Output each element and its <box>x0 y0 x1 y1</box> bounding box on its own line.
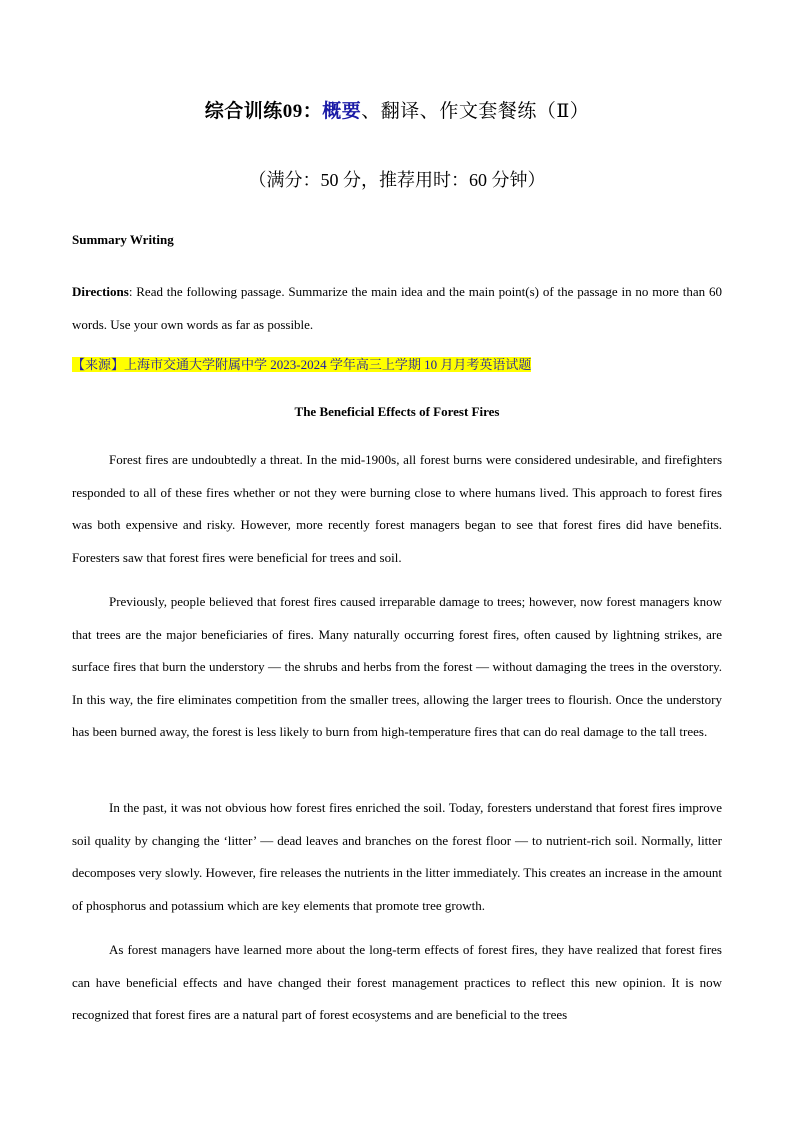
passage-paragraph: As forest managers have learned more about the long-term effects of forest fires, they have realized that forest fires can have beneficial effects and have changed their forest management practices to reflect this new opinion. It is now recognized that forest fires are a natural part of forest ecosystems and are beneficial to the trees <box>72 942 722 1022</box>
passage-title: The Beneficial Effects of Forest Fires <box>294 404 500 419</box>
title-prefix: 综合训练09： <box>204 101 323 122</box>
directions-text: : Read the following passage. Summarize the main idea and the main point(s) of the passage in no more than 60 words. Use your own words as far as possible. <box>72 284 722 332</box>
directions-block <box>72 276 722 341</box>
title-part-set: 套餐练 <box>478 101 537 122</box>
title-separator: 、 <box>419 101 440 122</box>
page-subtitle: （满分：50 分，推荐用时：60 分钟） <box>248 170 546 190</box>
section-heading: Summary Writing <box>72 232 174 247</box>
passage-paragraph: Previously, people believed that forest fires caused irreparable damage to trees; however, now forest managers know that trees are the major beneficiaries of fires. Many naturally occurring forest fires, often caused by lightning strikes, are surface fires that burn the understory — the shrubs and herbs from the forest — without damaging the trees in the overstory. In this way, the fire eliminates competition from the smaller trees, allowing the larger trees to flourish. Once the understory has been burned away, the forest is less likely to burn from high-temperature fires that can do real damage to the tall trees. <box>72 594 722 739</box>
source-note <box>72 354 531 373</box>
title-part-composition: 作文 <box>439 101 479 122</box>
title-part-translation: 翻译 <box>380 101 420 122</box>
directions-label: Directions <box>72 284 129 299</box>
page-title <box>0 96 794 123</box>
title-part-summary: 概要 <box>322 101 362 122</box>
passage-paragraph: In the past, it was not obvious how forest fires enriched the soil. Today, foresters understand that forest fires improve soil quality by changing the ‘litter’ — dead leaves and branches on the forest floor — to nutrient-rich soil. Normally, litter decomposes very slowly. However, fire releases the nutrients in the litter immediately. This creates an increase in the amount of phosphorus and potassium which are key elements that promote tree growth. <box>72 800 722 913</box>
title-suffix: （Ⅱ） <box>536 101 590 122</box>
source-highlight: 【来源】上海市交通大学附属中学 2023-2024 学年高三上学期 10 月月考英语试题 <box>72 357 532 372</box>
title-separator: 、 <box>361 101 381 122</box>
passage-paragraph: Forest fires are undoubtedly a threat. In the mid-1900s, all forest burns were considered undesirable, and firefighters responded to all of these fires whether or not they were burning close to where humans lived. This approach to forest fires was both expensive and risky. However, more recently forest managers began to see that forest fires did have benefits. Foresters saw that forest fires were beneficial for trees and soil. <box>72 452 722 565</box>
